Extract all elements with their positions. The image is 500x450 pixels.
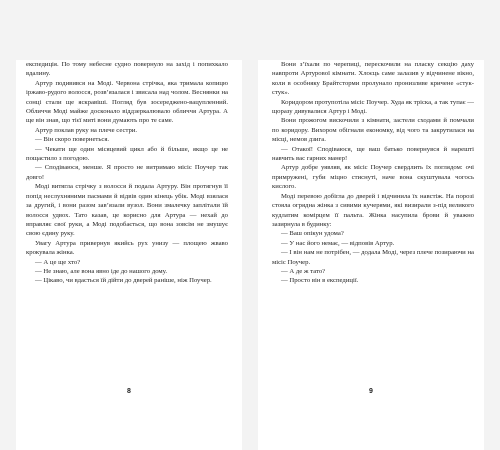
paragraph: Артур добре уявляв, як місіс Поучер свердлить їх поглядом: очі примружені, губи міцно стиснуті, наче вона скуштувала чогось кислого. — [272, 164, 474, 191]
paragraph: — Чекати ще один місяцевий цикл або й більше, якщо це не пощастило з погодою. — [26, 145, 228, 163]
right-page — [258, 60, 484, 450]
page-number-left: 8 — [127, 388, 131, 395]
paragraph: Моді перевою добігла до дверей і відчинила їх навстіж. На порозі стояла огрядна жінка з сивими кучерями, які визирали з-під великого кудлатим комірцем її пальта. Жінка насупила брови й уважно зазирнула в будинку: — [272, 192, 474, 228]
paragraph: — Він скоро повернеться. — [35, 136, 110, 144]
paragraph: Увагу Артура привернув якийсь рух унизу — площею жваво крокувала жінка. — [26, 239, 228, 257]
paragraph: — А це ще хто? — [35, 258, 81, 266]
paragraph: — А де ж тато? — [281, 267, 326, 275]
paragraph: експедиція. По тому небесне судно повернуло на захід і попихкало вдалину. — [26, 61, 228, 78]
paragraph: — І він нам не потрібен, — додала Моді, через плече позираючи на місіс Поучер. — [272, 249, 474, 266]
paragraph: Коридором протупотіла місіс Поучер. Худа як тріска, а так тупає — щоразу дивувалися Артур і Моді. — [272, 98, 474, 116]
paragraph: — Просто він в експедиції. — [281, 277, 359, 285]
page-number-right: 9 — [369, 388, 373, 395]
left-page-text — [26, 60, 228, 286]
paragraph: — Отакої! Сподіваюся, ще ваш батько повернувся й нарешті навчить вас гарних манер! — [272, 145, 474, 163]
paragraph: Моді витягла стрічку з волосся й подала Артуру. Він протягнув її попід неслухняними пасмами й відвів один кінець убік. Моді взялася за другий, і вони разом зав’язали вузол. Вони змалечку заплітали їй волосся удвох. Тато казав, це корисно для Артура — нехай до вправляє свої руки, а Моді подобається, що вона зовсім не змушує свою єдину руку. — [26, 183, 228, 238]
paragraph: Вони з’їхали по черепиці, перескочили на пласку секцію даху навпроти Артурової кімнати. Хлоєць саме залазив у відчинене вікно, коли в особняку Брайтсторми пролунало пронизливе кричене «стук-стук». — [272, 61, 474, 97]
paragraph: — Не знаю, але вона явно іде до нашого дому. — [35, 267, 168, 275]
left-page — [16, 60, 242, 450]
paragraph: — Сподіваюся, менше. Я просто не витримаю місіс Поучер так довго! — [26, 164, 228, 181]
paragraph: Вони прожогом вискочили з кімнати, застели сходами й помчали по коридору. Вихором обігнали економку, від чого та закрутилася на місці, немов дзига. — [272, 117, 474, 144]
right-page-text — [272, 60, 474, 286]
paragraph: — Ваш опікун удома? — [281, 230, 344, 238]
paragraph: Артур подивився на Моді. Червона стрічка, яка тримала копицю іржаво-рудого волосся, розв’язалася і звисала над чолом. Веснянки на сонці стали ще яскравіші. Погляд був зосереджено-вацупленний. Обличчя Моді майже досконало віддзеркалювало обличчя Артура. А ще він знав, що тієї миті вони думають про те саме. — [26, 79, 228, 125]
paragraph: Артур поклав руку на плече сестри. — [35, 126, 138, 134]
paragraph: — Цікаво, чи вдасться їй дійти до дверей раніше, ніж Поучер. — [35, 277, 212, 285]
paragraph: — У нас його немає, — відповів Артур. — [281, 239, 395, 247]
